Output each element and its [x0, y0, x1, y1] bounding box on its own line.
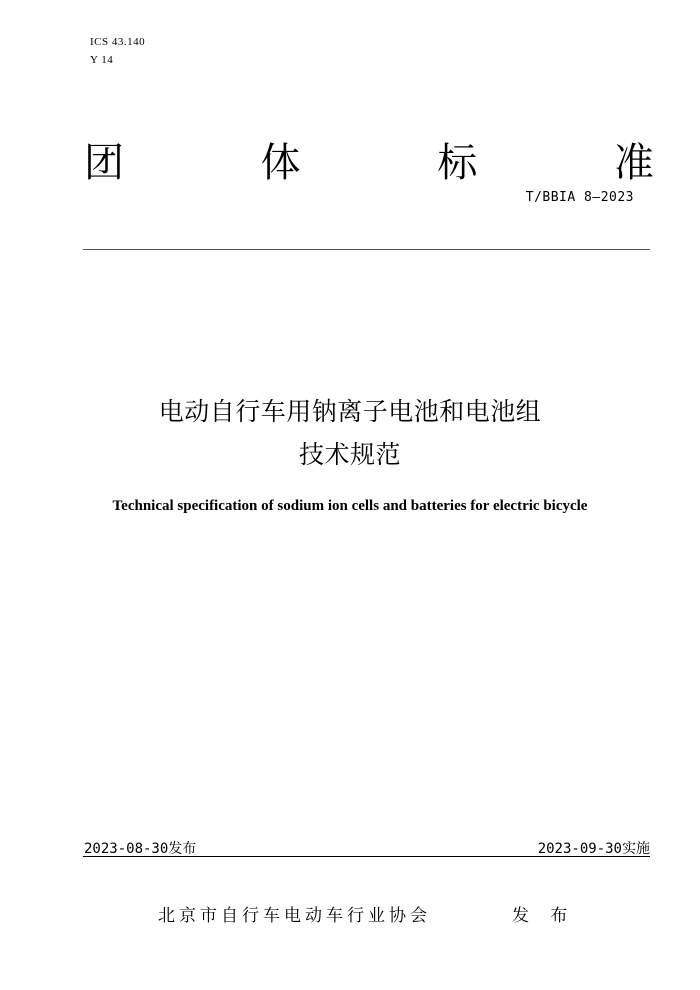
ics-code: ICS 43.140	[90, 36, 146, 48]
header-divider	[83, 249, 650, 250]
implement-date-label: 实施	[622, 841, 650, 857]
publish-date-label: 发布	[168, 841, 197, 857]
standard-code: T/BBIA 8—2023	[525, 190, 634, 205]
chinese-title-line-1: 电动自行车用钠离子电池和电池组	[158, 397, 542, 426]
publish-date-value: 2023-08-30	[84, 841, 169, 857]
chinese-title-line-2: 技术规范	[298, 440, 401, 469]
standard-title-char: 准	[613, 140, 654, 186]
ccs-code: Y 14	[90, 54, 114, 66]
publisher-name: 北京市自行车电动车行业协会	[158, 906, 431, 926]
implement-date-value: 2023-09-30	[537, 841, 622, 857]
implement-date	[538, 838, 650, 858]
publish-date	[84, 838, 196, 858]
standard-title-char: 体	[260, 140, 301, 186]
standard-title-char: 标	[437, 140, 478, 186]
issue-label: 发 布	[512, 906, 576, 926]
english-title: Technical specification of sodium ion cells and batteries for electric bicycle	[112, 498, 588, 514]
footer-divider	[83, 856, 650, 857]
standard-title-char: 团	[84, 140, 124, 186]
standard-type-title	[84, 135, 654, 191]
